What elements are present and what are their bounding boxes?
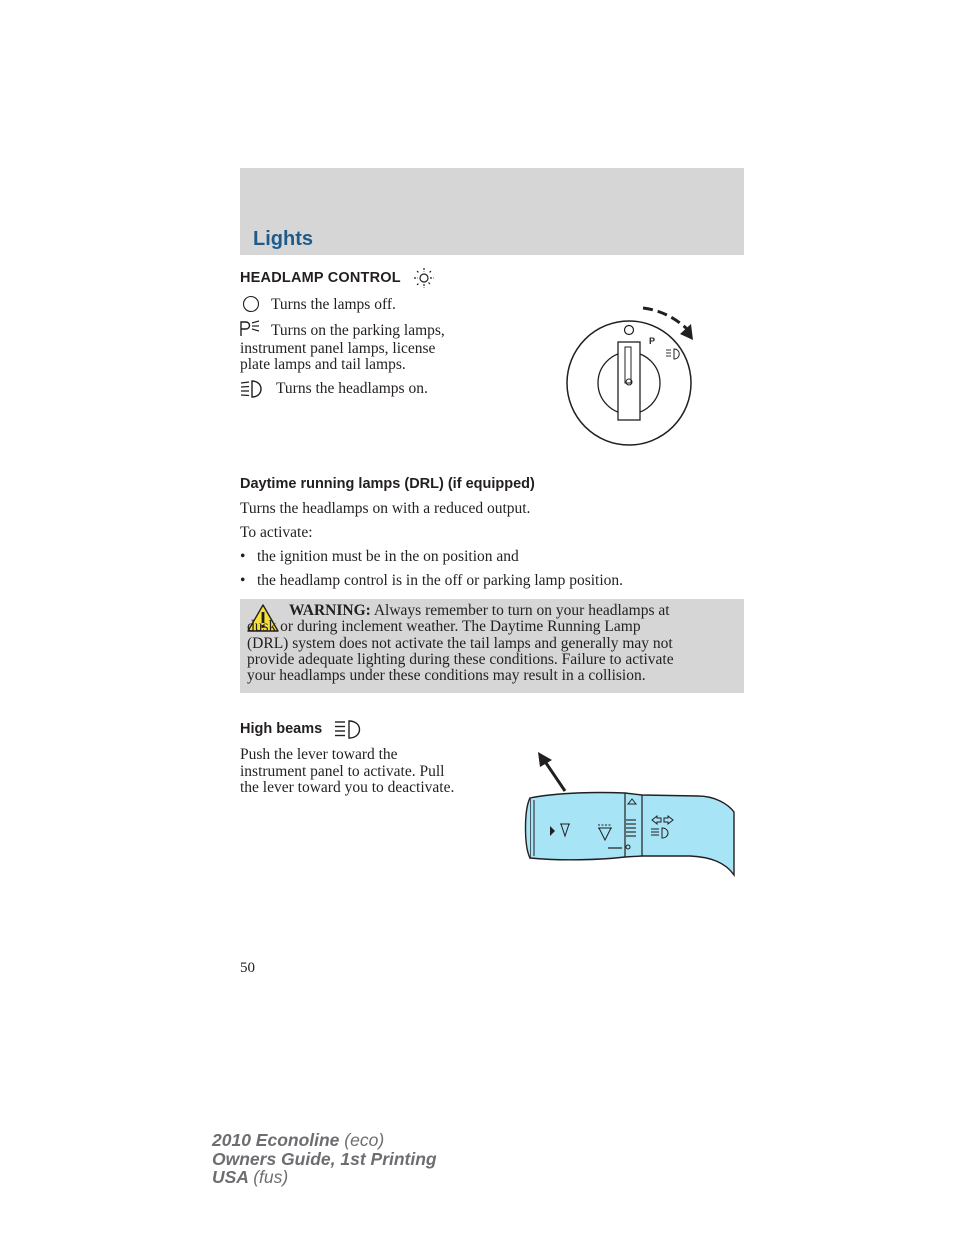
drl-bullet-2-text: the headlamp control is in the off or parking lamp position. xyxy=(257,572,624,589)
section-header-band xyxy=(240,168,744,255)
footer-model-code: (eco) xyxy=(344,1130,385,1150)
warning-text xyxy=(247,603,727,684)
bullet-dot: • xyxy=(240,548,246,565)
high-beams-line2: instrument panel to activate. Pull xyxy=(240,763,445,780)
section-title: Lights xyxy=(253,228,313,250)
high-beams-line1: Push the lever toward the xyxy=(240,746,398,763)
high-beams-heading: High beams xyxy=(240,721,323,737)
multifunction-lever-illustration xyxy=(520,750,740,880)
warning-label: WARNING: xyxy=(289,602,371,619)
drl-heading: Daytime running lamps (DRL) (if equipped) xyxy=(240,476,535,492)
drl-to-activate: To activate: xyxy=(240,524,313,541)
headlamp-icon xyxy=(240,380,264,398)
off-circle-icon xyxy=(242,295,260,313)
svg-text:P: P xyxy=(649,336,656,346)
item-parking-line1: Turns on the parking lamps, xyxy=(271,322,445,339)
footer-line-3 xyxy=(212,1168,288,1187)
headlamp-control-heading xyxy=(240,270,401,286)
item-parking-line3: plate lamps and tail lamps. xyxy=(240,356,406,373)
footer-line-2 xyxy=(212,1150,437,1169)
footer-region: USA xyxy=(212,1167,249,1187)
warning-line2: dusk or during inclement weather. The Daytime Running Lamp xyxy=(247,618,641,636)
bullet-dot: • xyxy=(240,572,246,589)
headlamp-control-heading-text: HEADLAMP CONTROL xyxy=(240,270,401,286)
parking-lamp-icon xyxy=(240,321,260,337)
drl-intro: Turns the headlamps on with a reduced output. xyxy=(240,500,531,517)
footer-region-code: (fus) xyxy=(253,1167,289,1187)
headlamp-control-sun-icon xyxy=(414,268,434,288)
item-off-text: Turns the lamps off. xyxy=(271,296,396,313)
item-headlamp-text: Turns the headlamps on. xyxy=(276,380,428,397)
warning-line4: provide adequate lighting during these conditions. Failure to activate xyxy=(247,650,674,668)
footer-guide: Owners Guide, 1st Printing xyxy=(212,1149,437,1169)
warning-line3: (DRL) system does not activate the tail lamps and generally may not xyxy=(247,634,673,652)
drl-bullet-2 xyxy=(240,572,245,589)
item-parking-line2: instrument panel lamps, license xyxy=(240,340,436,357)
footer-model: 2010 Econoline xyxy=(212,1130,340,1150)
drl-bullet-1 xyxy=(240,548,245,565)
headlamp-dial-illustration xyxy=(560,300,700,450)
footer-line-1 xyxy=(212,1131,384,1150)
warning-line5: your headlamps under these conditions may result in a collision. xyxy=(247,667,646,685)
page-number: 50 xyxy=(240,960,255,976)
drl-bullet-1-text: the ignition must be in the on position and xyxy=(257,548,519,565)
high-beam-icon xyxy=(334,720,364,739)
warning-line1: Always remember to turn on your headlamps at xyxy=(373,602,670,619)
high-beams-line3: the lever toward you to deactivate. xyxy=(240,779,455,796)
